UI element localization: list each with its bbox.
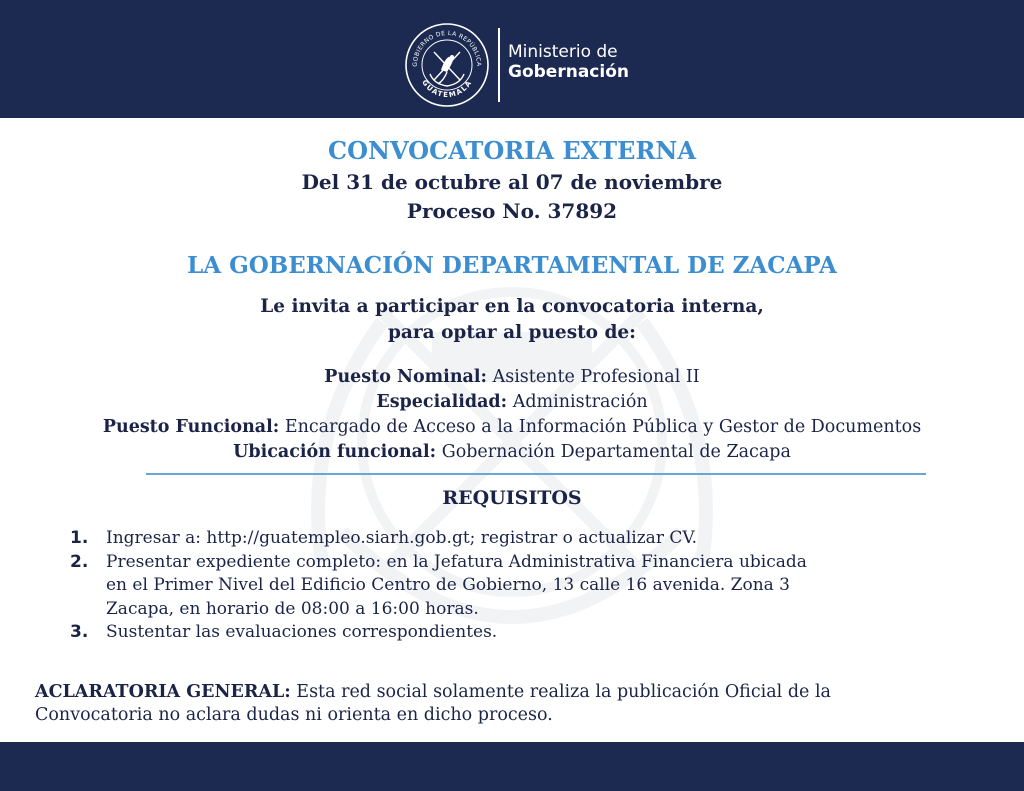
- requirement-text: Zacapa, en horario de 08:00 a 16:00 horas.: [106, 598, 479, 619]
- specialty: [0, 392, 1024, 412]
- general-note-label: ACLARATORIA GENERAL:: [35, 682, 291, 702]
- functional-location-value: Gobernación Departamental de Zacapa: [441, 442, 791, 462]
- nominal-position-label: Puesto Nominal:: [324, 367, 488, 387]
- nominal-position-value: Asistente Profesional II: [492, 367, 700, 387]
- announcement-title: CONVOCATORIA EXTERNA: [328, 136, 696, 165]
- logo-divider: [498, 28, 500, 102]
- requirement-number: 1.: [70, 528, 89, 548]
- requirements-list: [70, 527, 970, 645]
- general-note-text-2: Convocatoria no aclara dudas ni orienta en dicho proceso.: [35, 705, 553, 725]
- specialty-label: Especialidad:: [376, 392, 508, 412]
- organization-name: LA GOBERNACIÓN DEPARTAMENTAL DE ZACAPA: [187, 252, 837, 279]
- invite-line-1: Le invita a participar en la convocatoria interna,: [260, 296, 764, 317]
- requirement-number: 2.: [70, 551, 89, 572]
- requirement-text: Presentar expediente completo: en la Jefatura Administrativa Financiera ubicada: [106, 551, 807, 572]
- requirement-text: Sustentar las evaluaciones correspondientes.: [106, 622, 498, 642]
- requirement-item: [70, 551, 970, 622]
- nominal-position: [0, 367, 1024, 387]
- functional-position: [0, 417, 1024, 437]
- requirement-text: en el Primer Nivel del Edificio Centro de Gobierno, 13 calle 16 avenida. Zona 3: [106, 575, 790, 595]
- requirement-item: [70, 621, 970, 645]
- footer-band: [0, 742, 1024, 791]
- functional-location: [0, 442, 1024, 462]
- invite-line-2: para optar al puesto de:: [388, 322, 636, 343]
- guatemala-seal-icon: [404, 22, 490, 108]
- specialty-value: Administración: [512, 392, 648, 412]
- svg-text:GOBIERNO DE LA REPÚBLICA: GOBIERNO DE LA REPÚBLICA: [411, 29, 483, 67]
- svg-text:GUATEMALA: GUATEMALA: [420, 78, 474, 100]
- ministry-name-line2: Gobernación: [508, 62, 629, 82]
- section-divider: [146, 473, 926, 475]
- requirement-text: Ingresar a: http://guatempleo.siarh.gob.gt; registrar o actualizar CV.: [106, 528, 698, 548]
- announcement-dates: Del 31 de octubre al 07 de noviembre: [301, 170, 723, 194]
- ministry-name-line1: Ministerio de: [508, 42, 618, 62]
- ministry-logo: [404, 22, 634, 108]
- requirement-item: [70, 527, 970, 551]
- functional-position-value: Encargado de Acceso a la Información Pública y Gestor de Documentos: [284, 417, 922, 437]
- general-note-text-1: Esta red social solamente realiza la publicación Oficial de la: [290, 682, 831, 702]
- functional-position-label: Puesto Funcional:: [102, 417, 280, 437]
- requirement-number: 3.: [70, 622, 89, 642]
- general-note: [35, 681, 995, 727]
- process-number: Proceso No. 37892: [406, 199, 618, 223]
- requirements-title: REQUISITOS: [442, 487, 582, 509]
- functional-location-label: Ubicación funcional:: [233, 442, 437, 462]
